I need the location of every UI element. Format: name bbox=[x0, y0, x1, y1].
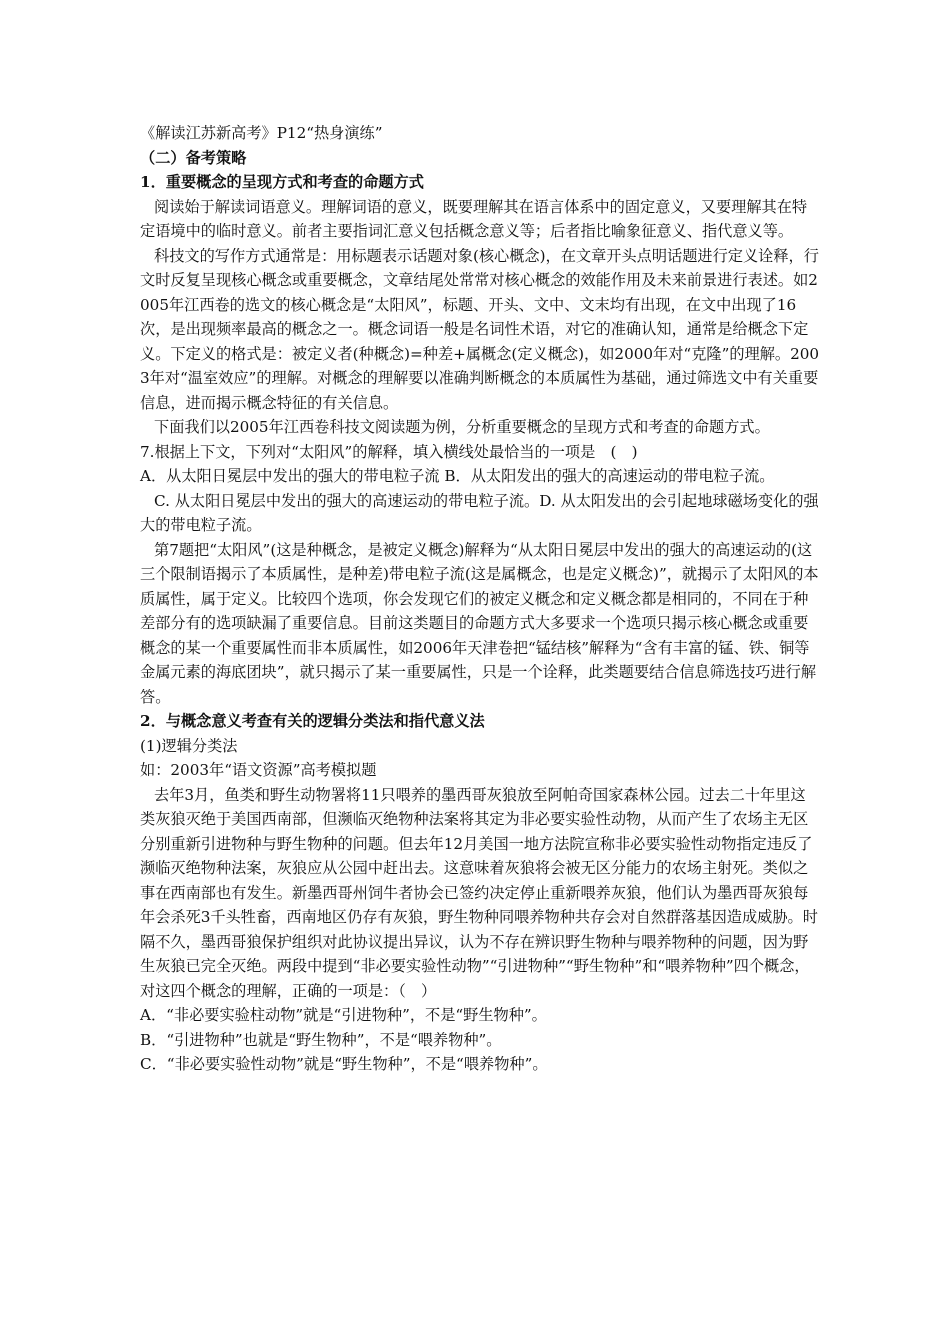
paragraph-3: 下面我们以2005年江西卷科技文阅读题为例，分析重要概念的呈现方式和考查的命题方式。 bbox=[154, 418, 770, 436]
item-1-title: (1)逻辑分类法 bbox=[140, 736, 238, 755]
question-7-options-cd: C. 从太阳日冕层中发出的强大的高速运动的带电粒子流。D. 从太阳发出的会引起地球磁场变化的强大的带电粒子流。 bbox=[140, 491, 819, 534]
option-a: A．“非必要实验柱动物”就是“引进物种”，不是“野生物种”。 bbox=[140, 1006, 547, 1024]
paragraph-5: 去年3月，鱼类和野生动物署将11只喂养的墨西哥灰狼放至阿帕奇国家森林公园。过去二十年里这类灰狼灭绝于美国西南部，但濒临灭绝物种法案将其定为非必要实验性动物，从而产生了农场主无区分别重新引进物种与野生物种的问题。但去年12月美国一地方法院宣称非必要实验性动物指定违反了濒临灭绝物种法案，灰狼应从公园中赶出去。这意味着灰狼将会被无区分能力的农场主射死。类似之事在西南部也有发生。新墨西哥州饲牛者协会已签约决定停止重新喂养灰狼，他们认为墨西哥灰狼每年会杀死3千头牲畜，西南地区仍存有灰狼，野生物种同喂养物种共存会对自然群落基因造成威胁。时隔不久，墨西哥狼保护组织对此协议提出异议，认为不存在辨识野生物种与喂养物种的问题，因为野生灰狼已完全灭绝。两段中提到“非必要实验性动物”“引进物种”“野生物种”和“喂养物种”四个概念，对这四个概念的理解，正确的一项是：（ ） bbox=[140, 785, 818, 1000]
question-7-options-ab: A．从太阳日冕层中发出的强大的带电粒子流 B．从太阳发出的强大的高速运动的带电粒子流。 bbox=[140, 467, 775, 485]
paragraph-1: 阅读始于解读词语意义。理解词语的意义，既要理解其在语言体系中的固定意义，又要理解其在特定语境中的临时意义。前者主要指词汇意义包括概念意义等；后者指比喻象征意义、指代意义等。 bbox=[140, 197, 808, 240]
example-intro: 如：2003年“语文资源”高考模拟题 bbox=[140, 761, 377, 779]
subsection-title-2: 2．与概念意义考查有关的逻辑分类法和指代意义法 bbox=[140, 712, 485, 730]
reference-line: 《解读江苏新高考》P12“热身演练” bbox=[140, 124, 383, 142]
section-title: （二）备考策略 bbox=[140, 148, 247, 167]
option-b: B．“引进物种”也就是“野生物种”，不是“喂养物种”。 bbox=[140, 1030, 502, 1049]
paragraph-2: 科技文的写作方式通常是：用标题表示话题对象(核心概念)，在文章开头点明话题进行定义诠释，行文时反复呈现核心概念或重要概念，文章结尾处常常对核心概念的效能作用及未来前景进行表述。如2005年江西卷的选文的核心概念是“太阳风”，标题、开头、文中、文末均有出现，在文中出现了16次，是出现频率最高的概念之一。概念词语一般是名词性术语，对它的准确认知，通常是给概念下定义。下定义的格式是：被定义者(种概念)=种差+属概念(定义概念)，如2000年对“克隆”的理解。2003年对“温室效应”的理解。对概念的理解要以准确判断概念的本质属性为基础，通过筛选文中有关重要信息，进而揭示概念特征的有关信息。 bbox=[140, 246, 820, 412]
paragraph-4: 第7题把“太阳风”(这是种概念，是被定义概念)解释为“从太阳日冕层中发出的强大的高速运动的(这三个限制语揭示了本质属性，是种差)带电粒子流(这是属概念，也是定义概念)”，就揭示了太阳风的本质属性，属于定义。比较四个选项，你会发现它们的被定义概念和定义概念都是相同的，不同在于种差部分有的选项缺漏了重要信息。目前这类题目的命题方式大多要求一个选项只揭示核心概念或重要概念的某一个重要属性而非本质属性，如2006年天津卷把“锰结核”解释为“含有丰富的锰、铁、铜等金属元素的海底团块”，就只揭示了某一重要属性，只是一个诠释，此类题要结合信息筛选技巧进行解答。 bbox=[140, 540, 819, 706]
subsection-title-1: 1．重要概念的呈现方式和考查的命题方式 bbox=[140, 173, 424, 191]
question-7: 7.根据上下文，下列对“太阳风”的解释，填入横线处最恰当的一项是 ( ) bbox=[140, 442, 638, 461]
document-body bbox=[140, 121, 820, 1077]
option-c: C．“非必要实验性动物”就是“野生物种”，不是“喂养物种”。 bbox=[140, 1055, 548, 1073]
